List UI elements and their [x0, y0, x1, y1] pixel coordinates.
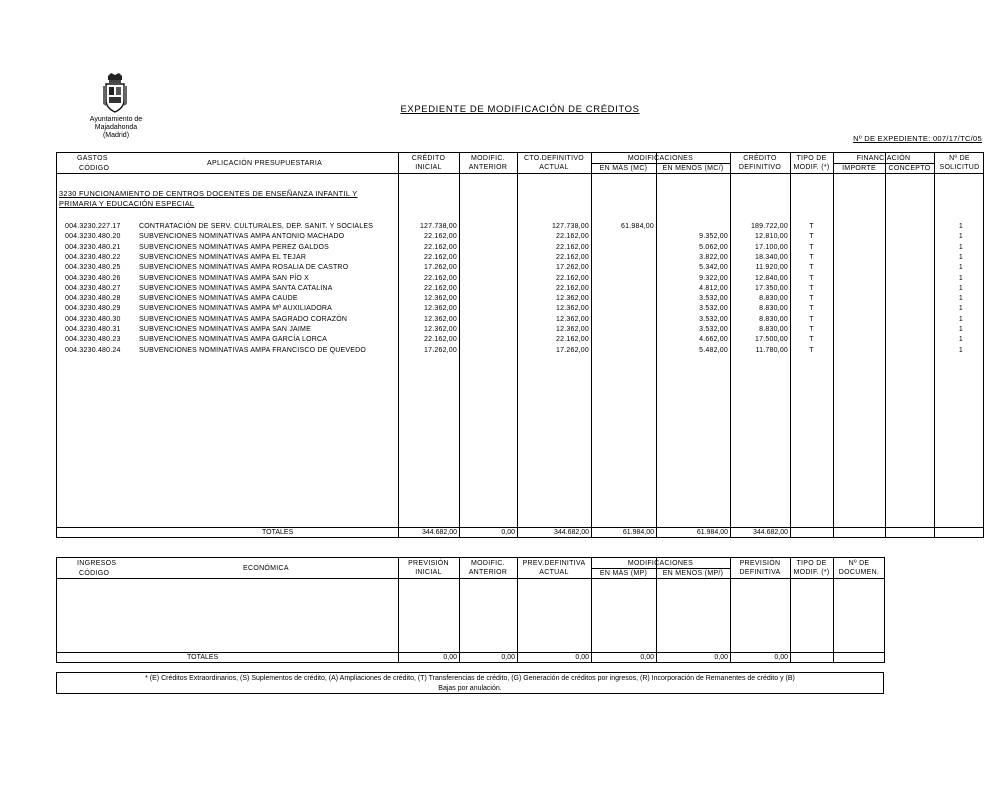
row-cto-definitivo: 22.162,00	[556, 243, 589, 251]
header-ing-modif-anterior: MODIFIC. ANTERIOR	[468, 560, 508, 576]
row-credito-definitivo: 8.830,00	[759, 326, 788, 333]
row-code: 004.3230.480.25	[65, 264, 121, 272]
row-tipo-modif: T	[809, 284, 814, 292]
header-ing-en-mas: EN MÁS (MP)	[599, 570, 648, 577]
row-credito-inicial: 12.362,00	[424, 305, 457, 313]
row-cto-definitivo: 17.262,00	[556, 264, 589, 272]
row-credito-inicial: 12.362,00	[424, 326, 457, 333]
row-cto-definitivo: 22.162,00	[556, 253, 589, 261]
row-tipo-modif: T	[809, 305, 814, 313]
row-cto-definitivo: 22.162,00	[556, 284, 589, 292]
row-cto-definitivo: 127.738,00	[551, 223, 589, 230]
row-credito-inicial: 22.162,00	[424, 253, 457, 261]
table-row	[57, 346, 985, 356]
row-credito-definitivo: 189.722,00	[750, 223, 788, 230]
total-mas: 61.984,00	[622, 529, 654, 536]
row-description: SUBVENCIONES NOMINATIVAS AMPA GARCÍA LORCA	[139, 336, 328, 344]
table-row	[57, 222, 985, 232]
header-cto-definitivo: CTO.DEFINITIVO ACTUAL	[523, 155, 585, 171]
row-en-menos: 5.062,00	[699, 243, 728, 251]
table-row	[57, 294, 985, 304]
row-code: 004.3230.480.22	[65, 253, 121, 261]
ing-total-anterior: 0,00	[501, 654, 515, 661]
row-tipo-modif: T	[809, 264, 814, 272]
table-row	[57, 253, 985, 263]
row-num-solicitud: 1	[958, 305, 963, 313]
header-credito-definitivo: CRÉDITO DEFINITIVO	[738, 155, 782, 171]
row-num-solicitud: 1	[958, 336, 963, 344]
row-code: 004.3230.480.28	[65, 295, 121, 303]
row-cto-definitivo: 17.262,00	[556, 346, 589, 354]
gastos-table	[56, 152, 984, 538]
row-en-menos: 9.352,00	[699, 233, 728, 241]
row-credito-inicial: 12.362,00	[424, 295, 457, 303]
table-row	[57, 232, 985, 242]
row-cto-definitivo: 12.362,00	[556, 295, 589, 303]
ing-total-mas: 0,00	[640, 654, 654, 661]
header-ing-en-menos: EN MENOS (MP/)	[662, 570, 724, 577]
header-codigo: CÓDIGO	[79, 165, 110, 172]
ingresos-table	[56, 557, 885, 663]
table-row	[57, 274, 985, 284]
header-num-solicitud: Nº DE SOLICITUD	[939, 155, 980, 171]
row-description: SUBVENCIONES NOMINATIVAS AMPA ROSALIA DE CASTRO	[139, 264, 349, 272]
row-credito-definitivo: 11.920,00	[755, 264, 788, 272]
table-row	[57, 335, 985, 345]
row-num-solicitud: 1	[958, 326, 963, 333]
header-importe: IMPORTE	[842, 165, 876, 172]
row-credito-definitivo: 18.340,00	[755, 253, 788, 261]
row-code: 004.3230.480.29	[65, 305, 121, 313]
footnote: * (E) Créditos Extraordinarios, (S) Suplementos de crédito, (A) Ampliaciones de crédito, (T) Transferencias de crédito, (G) Generación de créditos por ingresos, (R) Incorporación de Remanentes de crédito y (B) Bajas por anulación.	[56, 672, 884, 694]
ing-total-definitiva: 0,00	[774, 654, 788, 661]
row-description: SUBVENCIONES NOMINATIVAS AMPA EL TEJAR	[139, 253, 307, 261]
row-en-menos: 3.822,00	[699, 253, 728, 261]
header-ing-codigo: CÓDIGO	[79, 570, 110, 577]
total-actual: 344.682,00	[553, 529, 589, 536]
row-tipo-modif: T	[809, 233, 814, 241]
header-prev-definitiva: PREV.DEFINITIVA ACTUAL	[522, 560, 586, 576]
total-definitivo: 344.682,00	[752, 529, 788, 536]
row-description: CONTRATACIÓN DE SERV. CULTURALES, DEP. SANIT. Y SOCIALES	[139, 223, 374, 230]
ing-total-menos: 0,00	[714, 654, 728, 661]
header-en-mas: EN MÁS (MC)	[599, 165, 648, 172]
row-num-solicitud: 1	[958, 295, 963, 303]
row-num-solicitud: 1	[958, 264, 963, 272]
row-description: SUBVENCIONES NOMINATIVAS AMPA ANTONIO MACHADO	[139, 233, 345, 241]
header-en-menos: EN MENOS (MC/)	[662, 165, 724, 172]
total-inicial: 344.682,00	[421, 529, 457, 536]
header-prevision-inicial: PREVISIÓN INICIAL	[408, 560, 449, 576]
table-row	[57, 315, 985, 325]
program-section-title: 3230 FUNCIONAMIENTO DE CENTROS DOCENTES DE ENSEÑANZA INFANTIL Y PRIMARIA Y EDUCACIÓN ESPECIAL	[59, 189, 358, 208]
row-description: SUBVENCIONES NOMINATIVAS AMPA SAN PÍO X	[139, 274, 310, 282]
header-modificaciones: MODIFICACIONES	[627, 155, 694, 162]
row-tipo-modif: T	[809, 274, 814, 282]
row-credito-inicial: 22.162,00	[424, 284, 457, 292]
row-code: 004.3230.480.24	[65, 346, 121, 354]
header-gastos: GASTOS	[77, 155, 108, 162]
ingresos-totals-label: TOTALES	[187, 654, 219, 661]
row-credito-definitivo: 8.830,00	[759, 295, 788, 303]
row-description: SUBVENCIONES NOMINATIVAS AMPA SAGRADO CORAZÓN	[139, 315, 348, 323]
header-ing-tipo-modif: TIPO DE MODIF. (*)	[793, 560, 830, 576]
table-row	[57, 325, 985, 335]
row-tipo-modif: T	[809, 223, 814, 230]
row-description: SUBVENCIONES NOMINATIVAS AMPA SANTA CATALINA	[139, 284, 333, 292]
row-credito-inicial: 22.162,00	[424, 274, 457, 282]
row-credito-definitivo: 17.100,00	[755, 243, 788, 251]
row-en-menos: 4.662,00	[699, 336, 728, 344]
row-en-mas: 61.984,00	[621, 223, 654, 230]
row-code: 004.3230.480.31	[65, 326, 121, 333]
ing-total-inicial: 0,00	[443, 654, 457, 661]
gastos-totals-label: TOTALES	[262, 529, 294, 536]
row-cto-definitivo: 22.162,00	[556, 274, 589, 282]
row-en-menos: 3.532,00	[699, 326, 728, 333]
row-code: 004.3230.480.23	[65, 336, 121, 344]
total-anterior: 0,00	[501, 529, 515, 536]
row-num-solicitud: 1	[958, 346, 963, 354]
row-credito-definitivo: 11.780,00	[755, 346, 788, 354]
row-cto-definitivo: 22.162,00	[556, 336, 589, 344]
row-tipo-modif: T	[809, 326, 814, 333]
table-row	[57, 243, 985, 253]
table-row	[57, 263, 985, 273]
row-credito-inicial: 17.262,00	[424, 346, 457, 354]
municipality-name: Ayuntamiento de Majadahonda (Madrid)	[89, 116, 143, 139]
row-description: SUBVENCIONES NOMINATIVAS AMPA Mª AUXILIADORA	[139, 305, 333, 313]
header-ing-modificaciones: MODIFICACIONES	[627, 560, 694, 567]
row-description: SUBVENCIONES NOMINATIVAS AMPA CAUDE	[139, 295, 298, 303]
row-cto-definitivo: 12.362,00	[556, 305, 589, 313]
row-credito-definitivo: 12.810,00	[755, 233, 788, 241]
row-credito-inicial: 127.738,00	[419, 223, 457, 230]
row-credito-inicial: 17.262,00	[424, 264, 457, 272]
row-en-menos: 3.532,00	[699, 305, 728, 313]
row-description: SUBVENCIONES NOMINATIVAS AMPA SAN JAIME	[139, 326, 311, 333]
row-code: 004.3230.480.20	[65, 233, 121, 241]
row-code: 004.3230.480.26	[65, 274, 121, 282]
row-credito-inicial: 22.162,00	[424, 243, 457, 251]
row-en-menos: 4.812,00	[699, 284, 728, 292]
row-num-solicitud: 1	[958, 284, 963, 292]
row-cto-definitivo: 12.362,00	[556, 315, 589, 323]
header-modif-anterior: MODIFIC. ANTERIOR	[468, 155, 508, 171]
row-num-solicitud: 1	[958, 315, 963, 323]
row-tipo-modif: T	[809, 243, 814, 251]
row-cto-definitivo: 22.162,00	[556, 233, 589, 241]
row-credito-definitivo: 8.830,00	[759, 315, 788, 323]
row-num-solicitud: 1	[958, 253, 963, 261]
header-economica: ECONÓMICA	[243, 565, 289, 572]
table-row	[57, 284, 985, 294]
row-en-menos: 5.482,00	[699, 346, 728, 354]
row-en-menos: 5.342,00	[699, 264, 728, 272]
header-aplicacion: APLICACIÓN PRESUPUESTARIA	[207, 160, 323, 167]
ing-total-actual: 0,00	[575, 654, 589, 661]
header-financiacion: FINANCIACIÓN	[856, 155, 911, 162]
row-credito-inicial: 22.162,00	[424, 336, 457, 344]
row-description: SUBVENCIONES NOMINATIVAS AMPA PEREZ GALDOS	[139, 243, 330, 251]
page-title: EXPEDIENTE DE MODIFICACIÓN DE CRÉDITOS	[400, 104, 640, 115]
row-num-solicitud: 1	[958, 274, 963, 282]
row-tipo-modif: T	[809, 346, 814, 354]
row-code: 004.3230.480.21	[65, 243, 121, 251]
table-row	[57, 304, 985, 314]
row-tipo-modif: T	[809, 295, 814, 303]
row-credito-definitivo: 12.840,00	[755, 274, 788, 282]
row-description: SUBVENCIONES NOMINATIVAS AMPA FRANCISCO DE QUEVEDO	[139, 346, 367, 354]
row-code: 004.3230.227.17	[65, 223, 121, 230]
row-credito-inicial: 12.362,00	[424, 315, 457, 323]
row-credito-inicial: 22.162,00	[424, 233, 457, 241]
header-num-documento: Nº DE DOCUMEN.	[838, 560, 880, 576]
header-credito: CRÉDITO INICIAL	[411, 155, 446, 171]
row-tipo-modif: T	[809, 315, 814, 323]
row-credito-definitivo: 17.350,00	[755, 284, 788, 292]
row-num-solicitud: 1	[958, 233, 963, 241]
total-menos: 61.984,00	[696, 529, 728, 536]
header-concepto: CONCEPTO	[888, 165, 931, 172]
row-tipo-modif: T	[809, 253, 814, 261]
row-credito-definitivo: 17.500,00	[755, 336, 788, 344]
header-ingresos: INGRESOS	[77, 560, 117, 567]
expediente-number: Nº DE EXPEDIENTE: 007/17/TC/05	[853, 134, 982, 143]
header-tipo-modif: TIPO DE MODIF. (*)	[793, 155, 830, 171]
row-en-menos: 3.532,00	[699, 315, 728, 323]
row-num-solicitud: 1	[958, 223, 963, 230]
row-en-menos: 9.322,00	[699, 274, 728, 282]
row-en-menos: 3.532,00	[699, 295, 728, 303]
row-cto-definitivo: 12.362,00	[556, 326, 589, 333]
row-credito-definitivo: 8.830,00	[759, 305, 788, 313]
row-num-solicitud: 1	[958, 243, 963, 251]
row-tipo-modif: T	[809, 336, 814, 344]
row-code: 004.3230.480.30	[65, 315, 121, 323]
row-code: 004.3230.480.27	[65, 284, 121, 292]
header-prevision-definitiva: PREVISIÓN DEFINITIVA	[739, 560, 781, 576]
